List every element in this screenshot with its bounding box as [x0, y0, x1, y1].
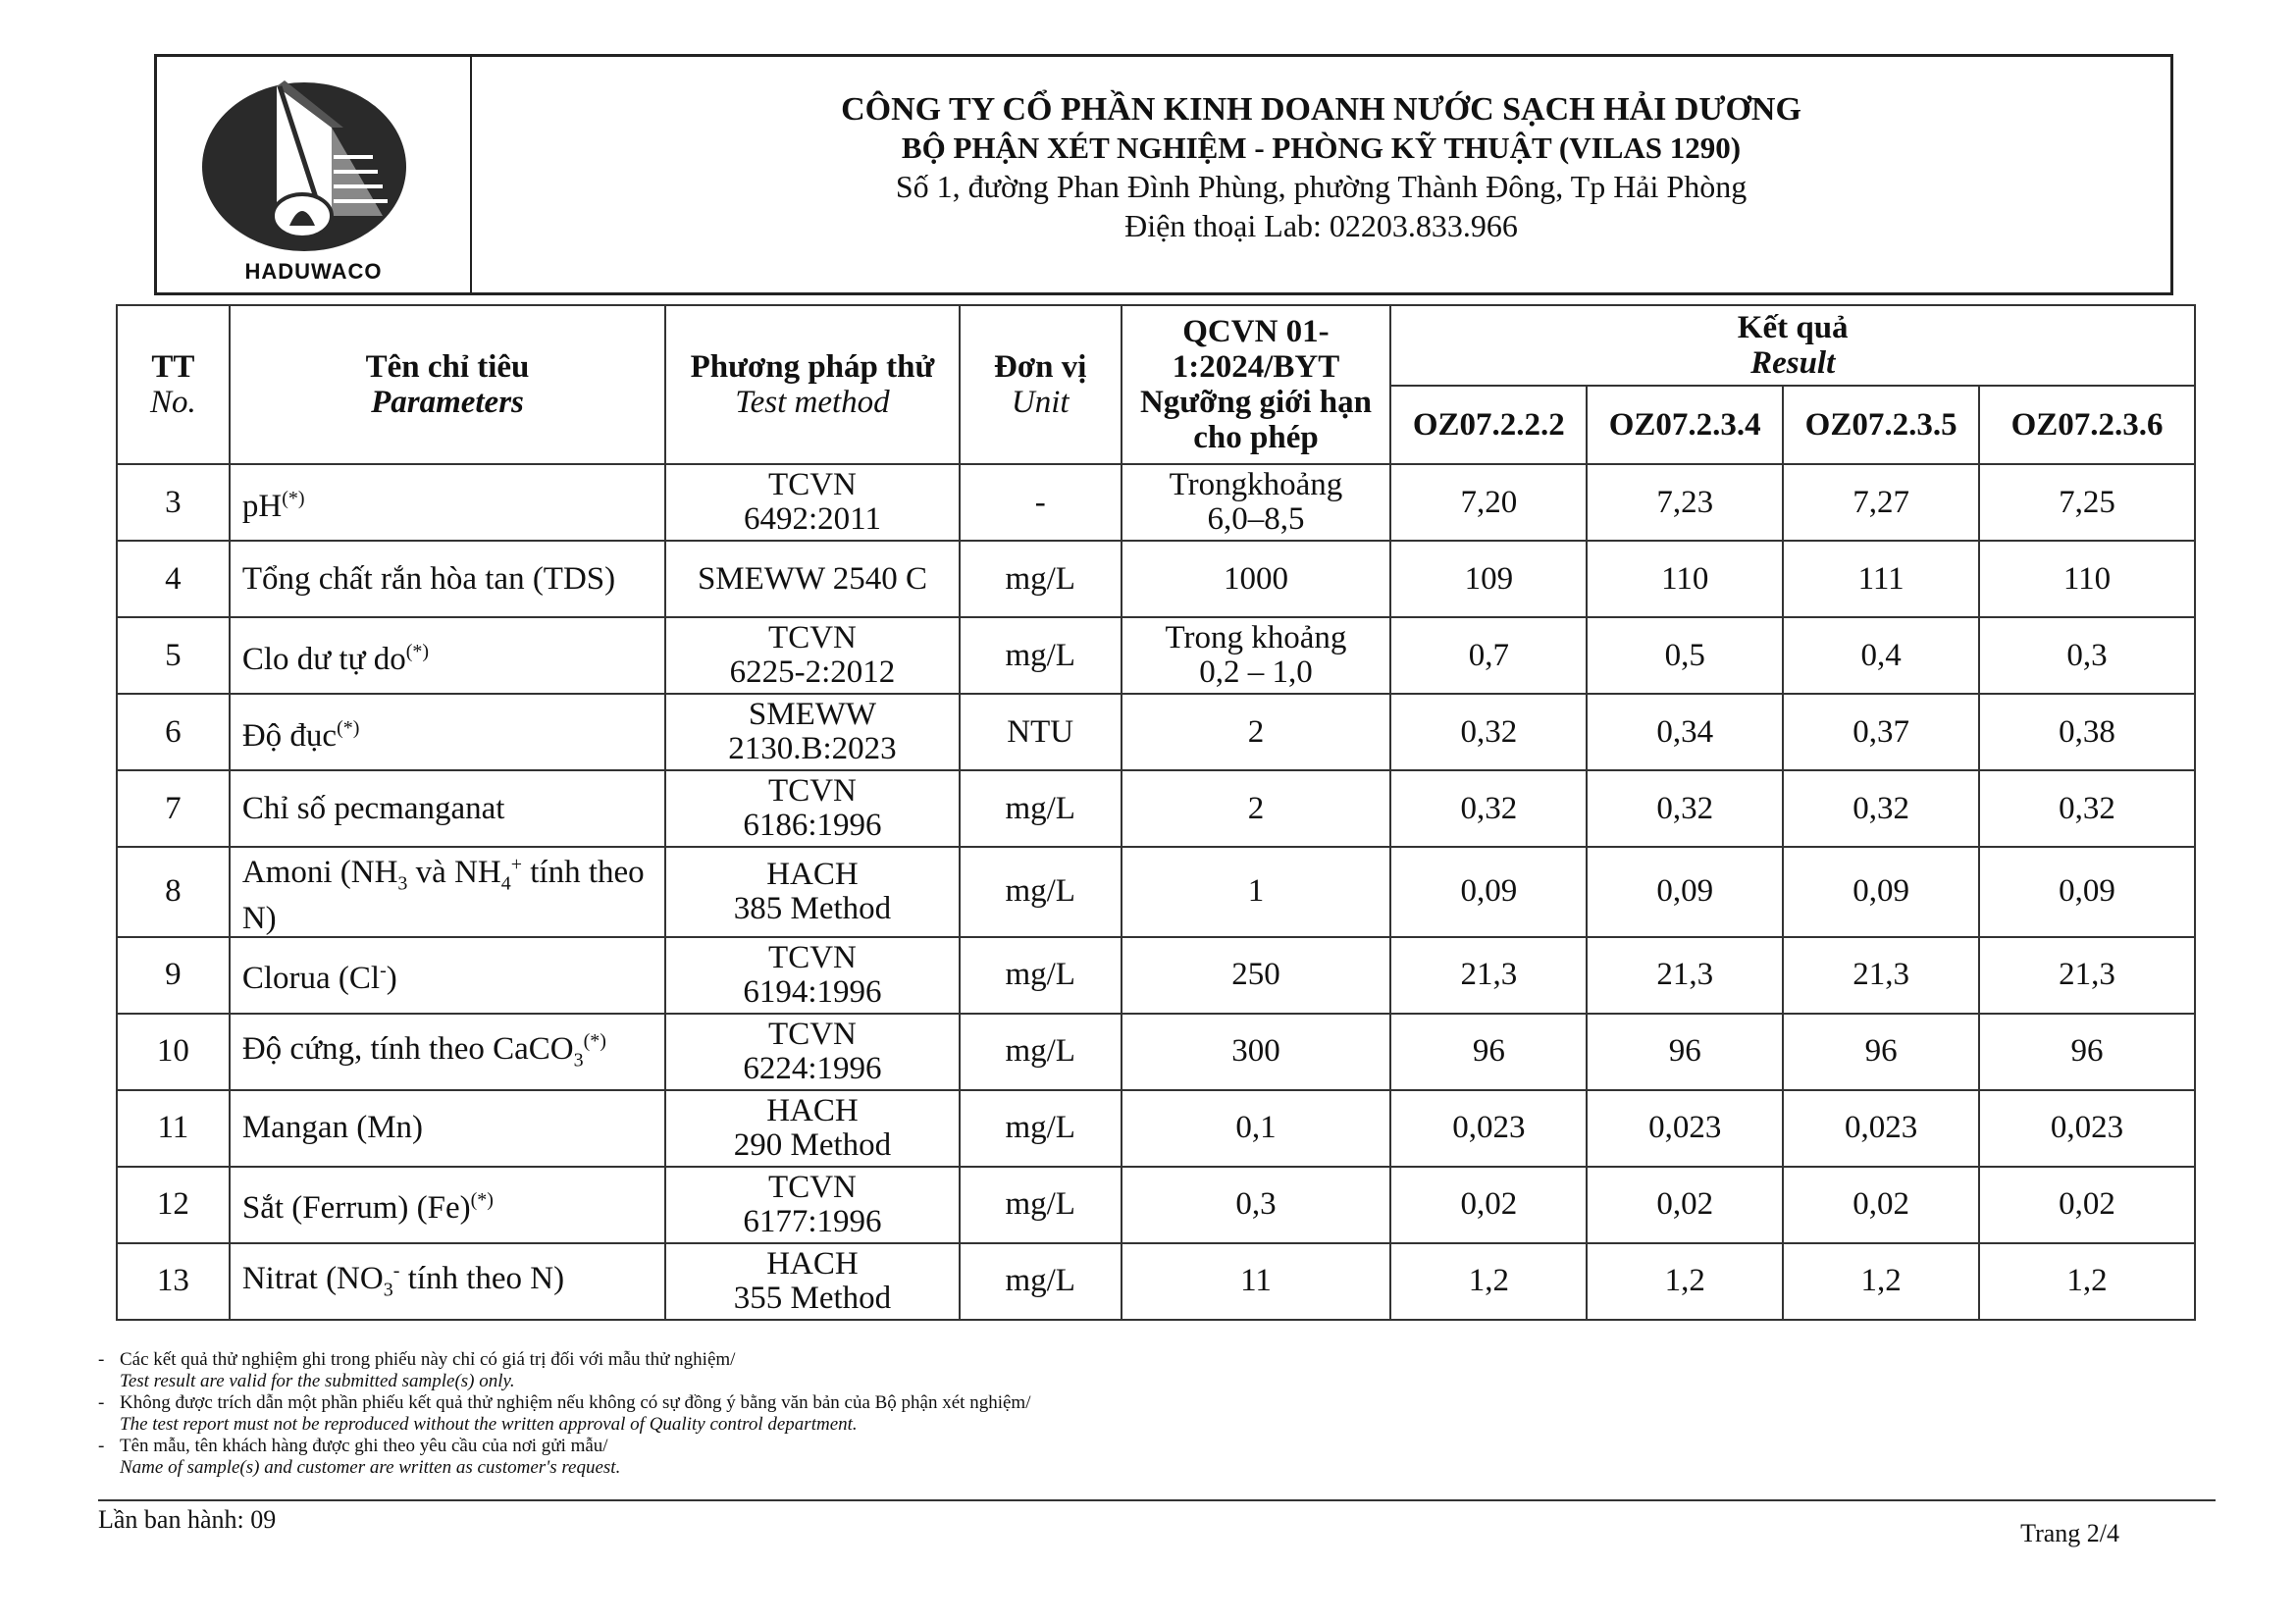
result-cell: 1,2 — [1783, 1243, 1979, 1320]
result-cell: 96 — [1390, 1014, 1587, 1090]
footnote-en: Name of sample(s) and customer are written as customer's request. — [120, 1457, 621, 1478]
param-text: Mangan (Mn) — [241, 1110, 424, 1146]
header-result — [1390, 305, 2195, 386]
result-cell: 0,5 — [1587, 617, 1783, 694]
table-row — [117, 617, 2195, 694]
table-row — [117, 464, 2195, 541]
result-cell: 0,023 — [1979, 1090, 2195, 1167]
result-cell: 7,25 — [1979, 464, 2195, 541]
table-row — [117, 694, 2195, 770]
result-cell: 7,20 — [1390, 464, 1587, 541]
param-text: Amoni (NH — [241, 855, 398, 890]
limit-cell — [1122, 1243, 1391, 1320]
method-cell — [665, 464, 960, 541]
footnote: - Không được trích dẫn một phần phiếu kết quả thử nghiệm nếu không có sự đồng ý bằng văn bản của Bộ phận xét nghiệm/ The test report must not be reproduced without the written approval of Quality control department. — [98, 1392, 1031, 1435]
limit-line1: 1000 — [1223, 560, 1288, 597]
header-limit-line3: Ngưỡng giới hạn — [1139, 385, 1373, 420]
result-cell: 96 — [1979, 1014, 2195, 1090]
method-line2: 290 Method — [733, 1126, 892, 1163]
method-cell — [665, 770, 960, 847]
method-cell — [665, 694, 960, 770]
result-cell: 0,09 — [1390, 847, 1587, 937]
header-no — [117, 305, 230, 464]
row-no: 6 — [117, 694, 230, 770]
method-line2: 6194:1996 — [743, 973, 882, 1010]
limit-cell — [1122, 847, 1391, 937]
table-row — [117, 1014, 2195, 1090]
header-limit-line1: QCVN 01- — [1182, 314, 1330, 349]
parameter-cell — [230, 1090, 665, 1167]
method-cell — [665, 1014, 960, 1090]
param-text: Sắt (Ferrum) (Fe) — [241, 1190, 471, 1227]
result-cell: 1,2 — [1587, 1243, 1783, 1320]
table-row — [117, 847, 2195, 937]
edition-label: Lần ban hành: 09 — [98, 1505, 277, 1534]
param-sup: - — [380, 960, 387, 982]
parameter-cell — [230, 847, 665, 937]
method-line2: 6186:1996 — [743, 808, 882, 843]
method-cell — [665, 1243, 960, 1320]
result-cell: 21,3 — [1587, 937, 1783, 1014]
unit-cell: mg/L — [960, 770, 1122, 847]
limit-line2: 6,0–8,5 — [1207, 501, 1305, 537]
param-text: và NH — [407, 855, 501, 890]
footnote: - Tên mẫu, tên khách hàng được ghi theo yêu cầu của nơi gửi mẫu/ Name of sample(s) and customer are written as customer's request. — [98, 1436, 621, 1478]
result-cell: 7,27 — [1783, 464, 1979, 541]
result-cell: 0,32 — [1390, 770, 1587, 847]
parameter-cell — [230, 770, 665, 847]
method-line1: SMEWW 2540 C — [697, 560, 927, 597]
header-unit-en: Unit — [1011, 385, 1070, 420]
limit-cell — [1122, 1014, 1391, 1090]
unit-cell: mg/L — [960, 847, 1122, 937]
limit-cell — [1122, 1167, 1391, 1243]
sample-code: OZ07.2.3.5 — [1783, 386, 1979, 464]
footnote-en: The test report must not be reproduced without the written approval of Quality control department. — [120, 1414, 858, 1435]
row-no: 11 — [117, 1090, 230, 1167]
row-no: 4 — [117, 541, 230, 617]
results-table — [116, 304, 2196, 1321]
param-footnote-mark: (*) — [337, 716, 360, 739]
method-line2: 6224:1996 — [743, 1050, 882, 1086]
param-sub: 3 — [573, 1049, 584, 1072]
header-param-vi: Tên chỉ tiêu — [365, 349, 530, 385]
row-no: 3 — [117, 464, 230, 541]
result-cell: 0,38 — [1979, 694, 2195, 770]
header-limit-line4: cho phép — [1193, 420, 1319, 455]
header-no-vi: TT — [151, 349, 195, 385]
result-cell: 0,02 — [1587, 1167, 1783, 1243]
param-text: ) — [386, 961, 397, 997]
table-row — [117, 937, 2195, 1014]
limit-line1: 300 — [1231, 1033, 1280, 1070]
lab-phone: Điện thoại Lab: 02203.833.966 — [1124, 208, 1518, 243]
param-sub: 3 — [397, 872, 408, 895]
result-cell: 21,3 — [1979, 937, 2195, 1014]
table-row — [117, 1167, 2195, 1243]
footnotes — [98, 1349, 1472, 1479]
header-method-vi: Phương pháp thử — [690, 349, 935, 385]
unit-cell: mg/L — [960, 1014, 1122, 1090]
method-line1: HACH — [766, 856, 859, 892]
method-line2: 6177:1996 — [743, 1203, 882, 1239]
header-unit-vi: Đơn vị — [994, 349, 1087, 385]
result-cell: 1,2 — [1390, 1243, 1587, 1320]
param-text: tính theo N) — [241, 855, 645, 936]
result-cell: 1,2 — [1979, 1243, 2195, 1320]
unit-cell: mg/L — [960, 1243, 1122, 1320]
param-footnote-mark: (*) — [470, 1189, 494, 1212]
limit-line1: 250 — [1231, 957, 1280, 993]
unit-cell: mg/L — [960, 617, 1122, 694]
method-line2: 6492:2011 — [744, 501, 881, 537]
param-footnote-mark: (*) — [583, 1030, 606, 1053]
param-text: Clo dư tự do — [241, 641, 406, 677]
header-result-en: Result — [1750, 345, 1836, 381]
unit-cell: NTU — [960, 694, 1122, 770]
footer-rule — [98, 1499, 2216, 1501]
param-sup: - — [392, 1260, 400, 1283]
footnote-vi: Tên mẫu, tên khách hàng được ghi theo yêu cầu của nơi gửi mẫu/ — [120, 1436, 608, 1456]
limit-line1: Trong khoảng — [1165, 620, 1347, 655]
result-cell: 0,34 — [1587, 694, 1783, 770]
method-line1: TCVN — [768, 1016, 857, 1052]
method-cell — [665, 1167, 960, 1243]
result-cell: 0,023 — [1587, 1090, 1783, 1167]
limit-cell — [1122, 464, 1391, 541]
result-cell: 0,09 — [1979, 847, 2195, 937]
result-cell: 0,09 — [1783, 847, 1979, 937]
result-cell: 109 — [1390, 541, 1587, 617]
method-line2: 2130.B:2023 — [728, 731, 897, 766]
result-cell: 110 — [1979, 541, 2195, 617]
unit-cell: mg/L — [960, 541, 1122, 617]
company-logo — [186, 69, 442, 260]
row-no: 8 — [117, 847, 230, 937]
limit-cell — [1122, 937, 1391, 1014]
limit-line1: 1 — [1247, 873, 1265, 910]
param-text: pH — [241, 488, 283, 524]
footnote: - Các kết quả thử nghiệm ghi trong phiếu này chỉ có giá trị đối với mẫu thử nghiệm/ Test result are valid for the submitted sample(s) only. — [98, 1349, 736, 1391]
limit-cell — [1122, 694, 1391, 770]
table-row — [117, 770, 2195, 847]
result-cell: 0,32 — [1390, 694, 1587, 770]
method-line1: TCVN — [768, 939, 857, 975]
result-cell: 21,3 — [1783, 937, 1979, 1014]
method-line2: 355 Method — [733, 1280, 892, 1316]
result-cell: 0,32 — [1979, 770, 2195, 847]
table-row — [117, 1090, 2195, 1167]
unit-cell: - — [960, 464, 1122, 541]
header-method-en: Test method — [735, 385, 890, 420]
param-sub: 4 — [500, 872, 511, 895]
result-cell: 21,3 — [1390, 937, 1587, 1014]
result-cell: 96 — [1587, 1014, 1783, 1090]
header-result-vi: Kết quả — [1737, 310, 1849, 345]
param-text: Clorua (Cl — [241, 961, 381, 997]
footnote-vi: Các kết quả thử nghiệm ghi trong phiếu này chỉ có giá trị đối với mẫu thử nghiệm/ — [120, 1349, 736, 1370]
parameter-cell — [230, 937, 665, 1014]
table-row — [117, 1243, 2195, 1320]
row-no: 13 — [117, 1243, 230, 1320]
parameter-cell — [230, 617, 665, 694]
param-text: Độ đục — [241, 717, 338, 754]
method-line1: HACH — [766, 1092, 859, 1128]
param-text: Độ cứng, tính theo CaCO — [241, 1031, 574, 1068]
header-limit — [1122, 305, 1391, 464]
result-cell: 0,023 — [1390, 1090, 1587, 1167]
limit-line2: 0,2 – 1,0 — [1199, 654, 1313, 690]
method-line1: TCVN — [768, 467, 857, 502]
result-cell: 0,7 — [1390, 617, 1587, 694]
method-line1: TCVN — [768, 1169, 857, 1205]
method-cell — [665, 847, 960, 937]
param-sub: 3 — [383, 1279, 393, 1301]
header-unit — [960, 305, 1122, 464]
result-cell: 0,32 — [1587, 770, 1783, 847]
method-cell — [665, 617, 960, 694]
page-number: Trang 2/4 — [2020, 1519, 2119, 1547]
limit-line1: Trongkhoảng — [1169, 467, 1343, 502]
parameter-cell — [230, 464, 665, 541]
result-cell: 0,32 — [1783, 770, 1979, 847]
method-cell — [665, 541, 960, 617]
report-header — [154, 54, 2173, 295]
param-footnote-mark: (*) — [405, 640, 430, 662]
parameter-cell — [230, 694, 665, 770]
sample-code: OZ07.2.3.6 — [1979, 386, 2195, 464]
parameter-cell — [230, 1243, 665, 1320]
param-footnote-mark: (*) — [282, 487, 305, 509]
parameter-cell — [230, 1167, 665, 1243]
result-cell: 0,02 — [1783, 1167, 1979, 1243]
result-cell: 0,02 — [1390, 1167, 1587, 1243]
unit-cell: mg/L — [960, 1167, 1122, 1243]
method-cell — [665, 1090, 960, 1167]
company-address: Số 1, đường Phan Đình Phùng, phường Thành Đông, Tp Hải Phòng — [895, 169, 1748, 204]
limit-line1: 11 — [1240, 1263, 1272, 1299]
result-cell: 0,09 — [1587, 847, 1783, 937]
method-line1: SMEWW — [748, 697, 877, 732]
unit-cell: mg/L — [960, 937, 1122, 1014]
row-no: 10 — [117, 1014, 230, 1090]
result-cell: 0,3 — [1979, 617, 2195, 694]
method-line1: TCVN — [768, 620, 857, 655]
param-text: Tổng chất rắn hòa tan (TDS) — [241, 560, 616, 597]
limit-line1: 0,3 — [1235, 1186, 1277, 1223]
limit-cell — [1122, 617, 1391, 694]
row-no: 12 — [117, 1167, 230, 1243]
header-param-en: Parameters — [371, 385, 524, 420]
sample-code: OZ07.2.3.4 — [1587, 386, 1783, 464]
method-line2: 6225-2:2012 — [729, 654, 896, 690]
param-sup: + — [510, 854, 523, 875]
logo-text: HADUWACO — [244, 259, 383, 284]
limit-cell — [1122, 770, 1391, 847]
logo-cell — [157, 57, 472, 292]
row-no: 5 — [117, 617, 230, 694]
result-cell: 0,37 — [1783, 694, 1979, 770]
method-line1: TCVN — [768, 773, 857, 809]
sample-code: OZ07.2.2.2 — [1390, 386, 1587, 464]
result-cell: 111 — [1783, 541, 1979, 617]
header-limit-line2: 1:2024/BYT — [1172, 349, 1340, 385]
method-line1: HACH — [766, 1245, 859, 1282]
header-method — [665, 305, 960, 464]
limit-line1: 2 — [1247, 713, 1265, 750]
result-cell: 7,23 — [1587, 464, 1783, 541]
method-line2: 385 Method — [733, 890, 892, 926]
footnote-en: Test result are valid for the submitted sample(s) only. — [120, 1371, 515, 1391]
param-text: tính theo N) — [399, 1261, 565, 1297]
unit-cell: mg/L — [960, 1090, 1122, 1167]
limit-cell — [1122, 541, 1391, 617]
company-info — [472, 90, 2170, 245]
parameter-cell — [230, 1014, 665, 1090]
result-cell: 0,023 — [1783, 1090, 1979, 1167]
parameter-cell — [230, 541, 665, 617]
result-cell: 0,4 — [1783, 617, 1979, 694]
result-cell: 0,02 — [1979, 1167, 2195, 1243]
table-row — [117, 541, 2195, 617]
row-no: 7 — [117, 770, 230, 847]
param-text: Nitrat (NO — [241, 1261, 384, 1297]
department-name: BỘ PHẬN XÉT NGHIỆM - PHÒNG KỸ THUẬT (VILAS 1290) — [901, 131, 1742, 165]
limit-line1: 2 — [1247, 790, 1265, 826]
header-no-en: No. — [150, 385, 196, 420]
result-cell: 96 — [1783, 1014, 1979, 1090]
footnote-vi: Không được trích dẫn một phần phiếu kết quả thử nghiệm nếu không có sự đồng ý bằng văn bản của Bộ phận xét nghiệm/ — [120, 1392, 1031, 1413]
header-param — [230, 305, 665, 464]
row-no: 9 — [117, 937, 230, 1014]
method-cell — [665, 937, 960, 1014]
limit-cell — [1122, 1090, 1391, 1167]
company-name: CÔNG TY CỔ PHẦN KINH DOANH NƯỚC SẠCH HẢI DƯƠNG — [841, 91, 1801, 128]
result-cell: 110 — [1587, 541, 1783, 617]
limit-line1: 0,1 — [1235, 1110, 1277, 1146]
param-text: Chỉ số pecmanganat — [241, 790, 505, 826]
